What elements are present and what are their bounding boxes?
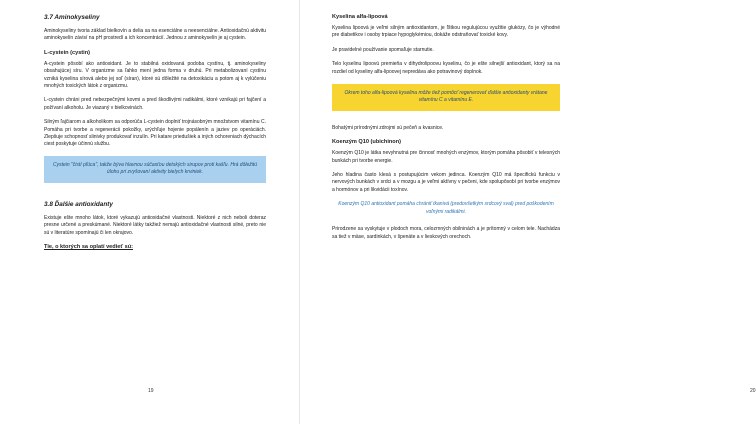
q10-paragraph-3: Prirodzene sa vyskytuje v plodoch mora, celozrnných obilninách a je prítomný v celom tele. Nachádza sa tiež v mäse, sardinkách, v špenáte a v lieskových orechoch. bbox=[332, 226, 560, 240]
lipoic-callout-box: Okrem toho alfa-lipoová kyselina môže tiež pomôcť regenerovať ďalšie antioxidanty vrátane vitamínu C a vitamínu E. bbox=[332, 84, 560, 111]
cystein-paragraph-2: L-cystein chráni pred nebezpečnými kovmi a pred škodlivými radikálmi, ktoré vznikajú pri fajčení a požívaní alkoholu. Je viazaný v bielkovinách. bbox=[44, 97, 266, 111]
page-number-right: 20 bbox=[750, 388, 756, 394]
lipoic-paragraph-2: Je pravidelné používanie spomaľuje starnutie. bbox=[332, 46, 434, 53]
page-number-left: 19 bbox=[148, 388, 154, 394]
cystein-paragraph-3: Silným ľajčiarom a alkoholikom sa odporúča L-cystein doplniť trojnásobným množstvom vitamínu C. Pomáha pri tvorbe a regenerácii pokožky, urýchľuje hojenie popálenín a jaziev po operáciách. Zlepšuje schopnosť slinivky produkovať inzulín. Pri katare priedušiek a iných ochoreniach dýchacích ciest poskytuje účinnú službu. bbox=[44, 119, 266, 148]
cystein-heading: L-cystein (cystin) bbox=[44, 49, 91, 56]
section-title-aminokyseliny: 3.7 Aminokyseliny bbox=[44, 14, 100, 21]
cystein-paragraph-1: A-cystein pôsobí ako antioxidant. Je to stabilná oxidovaná podoba cystínu, tj. aminokyseliny obsahujúcej síru. V organizme sa ľahko mení jedna forma v druhú. Pri metabolizovaní cystínu vzniká kyselina sírová alebo jej soľ (síran), ktoré sú dôležité na detoxikáciu a potom aj k vylúčeniu mnohých toxických látok z organizmu. bbox=[44, 60, 266, 90]
right-page-content bbox=[332, 14, 560, 248]
lipoic-paragraph-4: Bohatými prírodnými zdrojmi sú pečeň a kvasnice. bbox=[332, 124, 444, 131]
dalsie-antioxidanty-paragraph: Existuje ešte mnoho látok, ktoré vykazujú antioxidačné vlastnosti. Niektoré z nich neboli doteraz presne určené a preskúmané. Niektoré látky takžiež nemajú antioxidačné vlastnosti silné, preto nie sú v literatúre spomínajú či len okrajovo. bbox=[44, 214, 266, 236]
cystein-callout-box: Cystein "čistí pľúca", takže býva hlavnou súčasťou detských sirupov proti kašľu. Hrá dôležitú úlohu pri zvyšovaní aktivity bielych krviniek. bbox=[44, 156, 266, 183]
lipoic-acid-heading: Kyselina alfa-lipoová bbox=[332, 14, 388, 20]
aminokyseliny-intro: Aminokyseliny tvoria základ bielkovín a delia sa na esenciálne a neesenciálne. Antioxidačnú aktivitu aminokyselín závisí na pH prostredí a ich koncentrácií. Jednou z aminokyselín je aj cystein. bbox=[44, 28, 266, 42]
antioxidant-list-heading: Tie, o ktorých sa oplatí vedieť sú: bbox=[44, 243, 133, 250]
q10-highlight: Koenzým Q10 antioxidant pomáha chrániť tkanivá (predovšetkým srdcový sval) pred poškodením voľnými radikálmi. bbox=[338, 201, 554, 215]
lipoic-paragraph-1: Kyselina lipoová je veľmi silným antioxidantom, je ľštkou regulujúcou využitie glukózy, čo je výhodné pre diabetikov i osoby trpiace hypoglykémiou, dokáže odstraňovať toxické kovy. bbox=[332, 25, 560, 39]
lipoic-paragraph-3: Telo kyselinu lipoovú premieňa v dihydrolipoovu kyselinu, čo je ešte silnejší antioxidant, ktorý sa na rozdiel od kyseliny alfa-lipoovej nepredáva ako potravinový doplnok. bbox=[332, 61, 560, 75]
q10-paragraph-1: Koenzým Q10 je látka nevyhnutná pre činnosť mnohých enzýmov, ktorým pomáha pôsobiť v telesných bunkách pri tvorbe energie. bbox=[332, 150, 560, 164]
q10-heading: Koenzým Q10 (ubichinon) bbox=[332, 139, 401, 146]
section-title-dalsie-antioxidanty: 3.8 Ďalšie antioxidanty bbox=[44, 200, 113, 208]
q10-paragraph-2: Jeho hladina často klesá s postupujúcim vekom jedinca. Koenzým Q10 má špecifickú funkciu v nervových bunkách v srdci a v mozgu a je veľmi aktívny v pečeni, kde spolupôsobí pri tvorbe enzýmov a hormónov a pri likvidácii toxínov. bbox=[332, 172, 560, 193]
left-page-content bbox=[44, 14, 266, 250]
right-page bbox=[300, 0, 756, 424]
left-page bbox=[0, 0, 300, 424]
